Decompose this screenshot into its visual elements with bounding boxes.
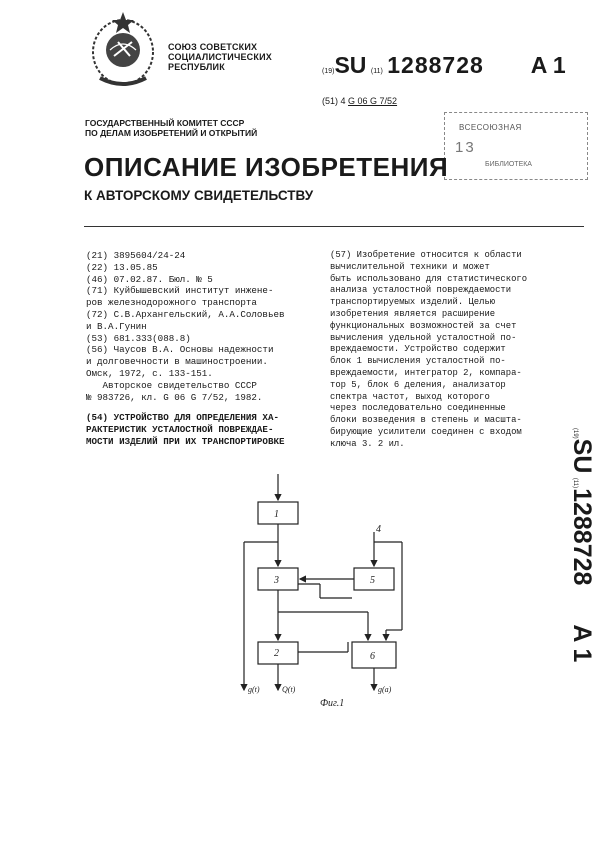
block-1-label: 1 <box>274 509 279 520</box>
document-title: ОПИСАНИЕ ИЗОБРЕТЕНИЯ <box>84 152 449 182</box>
input-label: 4 <box>376 524 381 535</box>
block-3-label: 3 <box>274 575 279 586</box>
block-6-label: 6 <box>370 651 375 662</box>
bibliographic-data: (21) 3895604/24-24 (22) 13.05.85 (46) 07.02.87. Бюл. № 5 (71) Куйбышевский институт инжене- ров железнодорожного транспорта (72) С.В.Архангельский, А.А.Соловьев и В.А.Гунин (53) 681.333(088.8) (56) Чаусов В.А. Основы надежности и долговечности в машиностроении. Омск, 1972, с. 133-151. Авторское свидетельство СССР № 983726, кл. G 06 G 7/52, 1982. <box>86 250 285 403</box>
ipc-classification: (51) 4 G 06 G 7/52 <box>322 96 398 106</box>
invention-title: (54) УСТРОЙСТВО ДЛЯ ОПРЕДЕЛЕНИЯ ХА- РАКТЕРИСТИК УСТАЛОСТНОЙ ПОВРЕЖДАЕ- МОСТИ ИЗДЕЛИЙ ПРИ ИХ ТРАНСПОРТИРОВКЕ <box>86 412 285 447</box>
committee-name: ГОСУДАРСТВЕННЫЙ КОМИТЕТ СССР ПО ДЕЛАМ ИЗОБРЕТЕНИЙ И ОТКРЫТИЙ <box>85 118 258 138</box>
output-g-t: g(t) <box>248 685 260 694</box>
block-5-label: 5 <box>370 575 375 586</box>
figure-caption: Фиг.1 <box>320 698 345 709</box>
block-diagram <box>240 472 420 712</box>
document-subtitle: К АВТОРСКОМУ СВИДЕТЕЛЬСТВУ <box>84 188 314 203</box>
country-code: SU <box>334 52 367 78</box>
patent-number: 1288728 <box>387 52 484 78</box>
block-2-label: 2 <box>274 648 279 659</box>
publication-number: (19)SU (11) 1288728 A 1 <box>322 52 566 78</box>
divider <box>84 226 584 227</box>
output-g-a: g(a) <box>378 685 392 694</box>
output-q-t: Q(t) <box>282 685 296 694</box>
ussr-emblem <box>88 8 158 90</box>
kind-code: A 1 <box>530 52 566 78</box>
union-name: СОЮЗ СОВЕТСКИХ СОЦИАЛИСТИЧЕСКИХ РЕСПУБЛИК <box>168 42 272 72</box>
library-stamp: ВСЕСОЮЗНАЯ 13 БИБЛИОТЕКА <box>444 112 588 180</box>
side-patent-number: (19)SU (11)1288728 A 1 <box>568 428 596 663</box>
abstract: (57) Изобретение относится к области вычислительной техники и может быть использовано для статистического анализа усталостной повреждаемости транспортируемых изделий. Целью изобретения является расширение функциональных возможностей за счет вычисления удельной усталостной по- вреждаемости. Устройство содержит блок 1 вычисления усталостной по- вреждаемости, интегратор 2, компара- тор 5, блок 6 деления, анализатор спектра частот, выход которого через последовательно соединенные блоки возведения в степень и масшта- бирующие усилители соединен с входом ключа 3. 2 ил. <box>330 250 528 449</box>
